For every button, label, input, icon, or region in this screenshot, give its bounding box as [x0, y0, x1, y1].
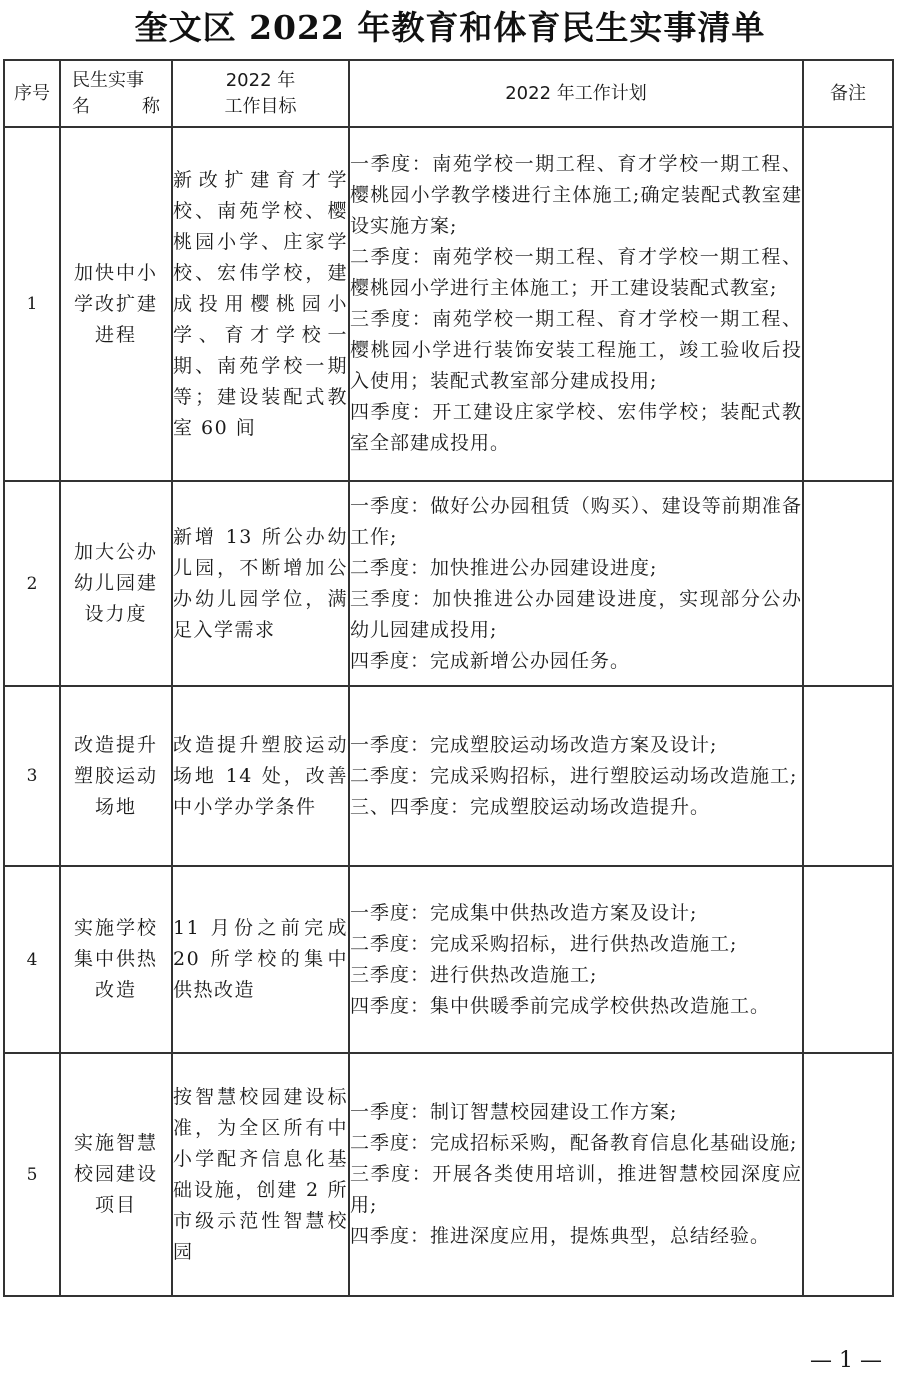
project-plan: [349, 127, 803, 481]
project-plan: [349, 686, 803, 866]
header-name-line2: 名 称: [72, 95, 160, 117]
table-row: [4, 481, 893, 686]
header-plan: 2022 年工作计划: [349, 60, 803, 127]
project-goal: 按智慧校园建设标准，为全区所有中小学配齐信息化基础设施，创建 2 所市级示范性智慧校园: [172, 1053, 349, 1296]
project-name: 改造提升塑胶运动场地: [73, 733, 158, 818]
page-title: 奎文区 2022 年教育和体育民生实事清单: [134, 8, 766, 47]
project-note: [803, 481, 893, 686]
plan-q1: 一季度：做好公办园租赁（购买）、建设等前期准备工作;: [350, 494, 802, 548]
project-plan: [349, 866, 803, 1053]
header-goal: [172, 60, 349, 127]
project-note: [803, 686, 893, 866]
project-name: 实施学校集中供热改造: [73, 917, 158, 1001]
project-note: [803, 1053, 893, 1296]
plan-q2: 二季度：完成采购招标，进行塑胶运动场改造施工;: [350, 764, 798, 787]
plan-q4: 四季度：集中供暖季前完成学校供热改造施工。: [350, 994, 771, 1017]
header-note: 备注: [803, 60, 893, 127]
project-name: 实施智慧校园建设项目: [73, 1132, 158, 1216]
plan-q1: 一季度：制订智慧校园建设工作方案;: [350, 1101, 678, 1123]
project-goal: 11 月份之前完成 20 所学校的集中供热改造: [172, 866, 349, 1053]
project-goal: 新增 13 所公办幼儿园，不断增加公办幼儿园学位，满足入学需求: [172, 481, 349, 686]
plan-q1: 一季度：完成集中供热改造方案及设计;: [350, 901, 698, 924]
row-number: 2: [4, 481, 60, 686]
table-header-row: [4, 60, 893, 127]
page-number: — 1 —: [810, 1348, 882, 1373]
plan-q3: 三季度：南苑学校一期工程、育才学校一期工程、樱桃园小学进行装饰安装工程施工，竣工验收后投入使用；装配式教室部分建成投用;: [350, 308, 802, 392]
plan-q2: 二季度：加快推进公办园建设进度;: [350, 556, 658, 579]
livelihood-projects-table: [3, 59, 894, 1297]
table-row: [4, 866, 893, 1053]
project-note: [803, 866, 893, 1053]
table-row: [4, 686, 893, 866]
plan-q2: 二季度：完成招标采购，配备教育信息化基础设施;: [350, 1132, 798, 1154]
row-number: 1: [4, 127, 60, 481]
header-name: [60, 60, 172, 127]
row-number: 4: [4, 866, 60, 1053]
project-note: [803, 127, 893, 481]
project-name: 加快中小学改扩建进程: [73, 261, 158, 346]
plan-q1: 一季度：南苑学校一期工程、育才学校一期工程、樱桃园小学教学楼进行主体施工;确定装配式教室建设实施方案;: [350, 153, 802, 237]
plan-q1: 一季度：完成塑胶运动场改造方案及设计;: [350, 733, 718, 756]
plan-q2: 二季度：南苑学校一期工程、育才学校一期工程、樱桃园小学进行主体施工；开工建设装配式教室;: [350, 246, 802, 299]
table-row: [4, 1053, 893, 1296]
plan-q4: 四季度：推进深度应用，提炼典型，总结经验。: [350, 1225, 771, 1247]
project-plan: [349, 1053, 803, 1296]
plan-q4: 四季度：完成新增公办园任务。: [350, 649, 631, 672]
table-row: [4, 127, 893, 481]
row-number: 3: [4, 686, 60, 866]
header-goal-line2: 工作目标: [224, 95, 297, 117]
plan-q3: 三季度：进行供热改造施工;: [350, 963, 598, 986]
project-name: 加大公办幼儿园建设力度: [73, 541, 158, 625]
project-plan: [349, 481, 803, 686]
row-number: 5: [4, 1053, 60, 1296]
project-goal: 改造提升塑胶运动场地 14 处，改善中小学办学条件: [172, 686, 349, 866]
plan-q3: 三季度：加快推进公办园建设进度，实现部分公办幼儿园建成投用;: [350, 587, 802, 641]
header-name-line1: 民生实事: [72, 69, 144, 91]
plan-q4: 四季度：开工建设庄家学校、宏伟学校；装配式教室全部建成投用。: [350, 401, 802, 454]
header-no: 序号: [4, 60, 60, 127]
project-goal: 新改扩建育才学校、南苑学校、樱桃园小学、庄家学校、宏伟学校，建成投用樱桃园小学、育才学校一期、南苑学校一期等；建设装配式教室 60 间: [172, 127, 349, 481]
plan-q3: 三季度：开展各类使用培训，推进智慧校园深度应用;: [350, 1163, 802, 1216]
plan-q2: 二季度：完成采购招标，进行供热改造施工;: [350, 932, 738, 955]
plan-q34: 三、四季度：完成塑胶运动场改造提升。: [350, 795, 711, 818]
header-goal-line1: 2022 年: [225, 69, 296, 91]
